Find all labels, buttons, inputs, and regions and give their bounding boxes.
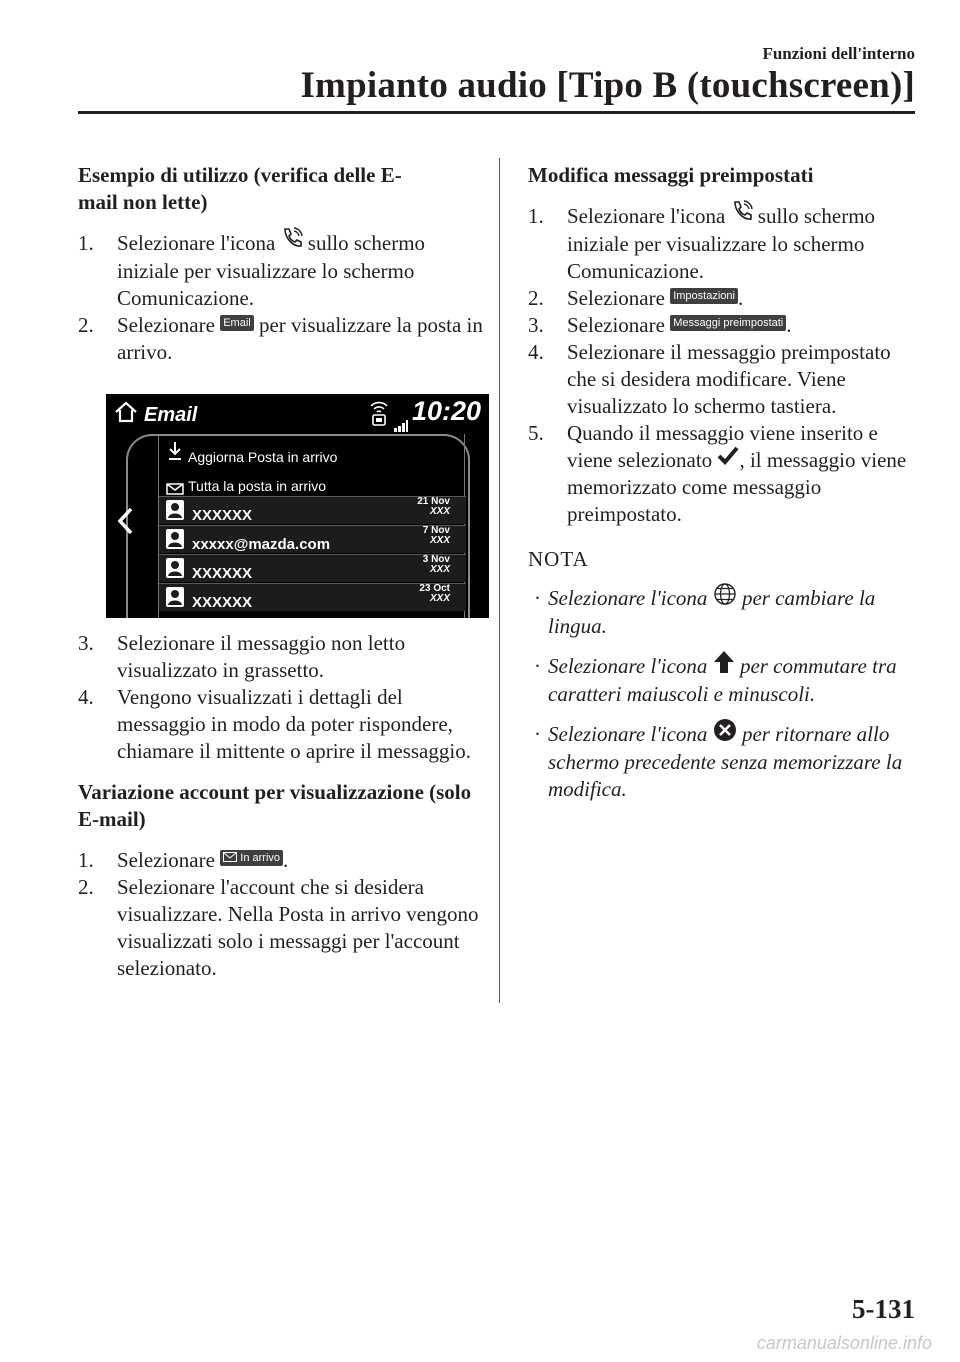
heading-preset-messages: Modifica messaggi preimpostati (528, 163, 814, 187)
step-number: 2. (528, 286, 544, 310)
heading-account-switch: Variazione account per visualizzazione (solo E-mail) (78, 780, 472, 831)
step-1 (78, 230, 483, 312)
bullet-text: per commutare tra caratteri maiuscoli e minuscoli. (548, 654, 897, 706)
left-column (78, 162, 483, 982)
step-text: Quando il messaggio viene inserito e viene selezionato (567, 421, 878, 472)
home-icon[interactable] (114, 401, 138, 430)
all-inbox-label: Tutta la posta in arrivo (188, 478, 326, 494)
bullet-dot: · (534, 586, 541, 610)
step-text: Selezionare (567, 286, 665, 310)
step-text: Selezionare (117, 848, 215, 872)
step-number: 3. (528, 313, 544, 337)
step-number: 1. (78, 231, 94, 255)
step-3 (78, 630, 483, 684)
screen-title: Email (144, 404, 198, 426)
step-number: 3. (78, 631, 94, 655)
step-m3 (528, 312, 918, 339)
message-row[interactable] (159, 496, 466, 524)
bullet-text: Selezionare l'icona (548, 586, 708, 610)
step-text: Selezionare il messaggio preimpostato che si desidera modificare. Viene visualizzato lo schermo tastiera. (567, 340, 891, 418)
page-title: Impianto audio [Tipo B (touchscreen)] (300, 65, 915, 106)
update-inbox-row[interactable] (158, 438, 467, 466)
heading-unread-email: Esempio di utilizzo (verifica delle E-mail non lette) (78, 163, 402, 214)
step-number: 2. (78, 875, 94, 899)
step-text: Selezionare l'icona (117, 231, 276, 255)
settings-button-graphic: Impostazioni (670, 288, 738, 304)
section-label: Funzioni dell'interno (762, 44, 915, 63)
note-bullet-cancel (528, 721, 918, 803)
message-row[interactable] (159, 554, 466, 582)
note-bullet-language (528, 585, 918, 640)
contact-icon (165, 586, 185, 615)
bullet-text: per ritornare allo schermo precedente senza memorizzare la modifica. (548, 722, 903, 801)
bullet-text: Selezionare l'icona (548, 654, 708, 678)
step-text: Selezionare (567, 313, 665, 337)
step-number: 4. (528, 340, 544, 364)
note-heading: NOTA (528, 547, 589, 571)
step-number: 1. (528, 204, 544, 228)
step-m4 (528, 339, 918, 420)
note-bullet-shift (528, 653, 918, 708)
bullet-dot: · (534, 722, 541, 746)
header-rule (78, 111, 915, 114)
step-text: Selezionare l'account che si desidera visualizzare. Nella Posta in arrivo vengono visualizzati solo i messaggi per l'account selezionato. (117, 875, 479, 980)
screen-topbar (106, 394, 489, 428)
footer-watermark: carmanualsonline.info (756, 1333, 932, 1353)
step-number: 2. (78, 313, 94, 337)
step-text: per visualizzare la posta in arrivo. (117, 313, 483, 364)
message-date: 23 Oct XXX (419, 583, 450, 604)
message-date: 7 Nov XXX (422, 525, 450, 546)
message-sender: XXXXXX (192, 594, 253, 611)
download-icon (168, 441, 182, 468)
update-inbox-label: Aggiorna Posta in arrivo (188, 449, 338, 465)
preset-messages-button-graphic: Messaggi preimpostati (670, 315, 786, 331)
step-text: sullo schermo iniziale per visualizzare lo schermo Comunicazione. (117, 231, 426, 310)
step-v2 (78, 874, 483, 982)
step-m1 (528, 203, 918, 285)
contact-icon (165, 557, 185, 586)
step-text: , il messaggio viene memorizzato come messaggio preimpostato. (567, 448, 907, 526)
step-number: 4. (78, 685, 94, 709)
email-button-graphic: Email (220, 315, 254, 331)
globe-icon (713, 582, 737, 613)
message-row[interactable] (159, 525, 466, 553)
screen-clock: 10:20 (411, 396, 481, 426)
wifi-phone-icon (368, 398, 390, 433)
step-text: Selezionare (117, 313, 215, 337)
step-text: . (786, 313, 792, 337)
column-divider (499, 158, 500, 1003)
step-text: sullo schermo iniziale per visualizzare lo schermo Comunicazione. (567, 204, 876, 283)
contact-icon (165, 499, 185, 528)
contact-icon (165, 528, 185, 557)
message-sender: XXXXXX (192, 565, 253, 582)
step-text: Selezionare il messaggio non letto visualizzato in grassetto. (117, 631, 406, 682)
step-number: 1. (78, 848, 94, 872)
communication-icon (731, 200, 753, 231)
checkmark-icon (717, 444, 739, 473)
step-4 (78, 684, 483, 765)
all-inbox-row[interactable] (158, 467, 467, 495)
page-number: 5-131 (852, 1294, 915, 1324)
email-screen (106, 394, 489, 618)
bullet-text: Selezionare l'icona (548, 722, 708, 746)
cancel-icon (713, 718, 737, 749)
inbox-button-graphic: In arrivo (220, 850, 283, 866)
shift-arrow-icon (713, 650, 735, 681)
step-m2 (528, 285, 918, 312)
step-2 (78, 312, 483, 366)
step-v1 (78, 847, 483, 874)
step-text: Selezionare l'icona (567, 204, 726, 228)
step-text: . (737, 286, 744, 310)
message-sender: XXXXXX (192, 507, 253, 524)
bullet-text: per cambiare la lingua. (548, 586, 876, 638)
message-row[interactable] (159, 583, 466, 611)
step-text: . (283, 848, 289, 872)
step-number: 5. (528, 421, 544, 445)
step-m5 (528, 420, 918, 528)
right-column (528, 162, 918, 816)
bullet-dot: · (534, 654, 541, 678)
step-text: Vengono visualizzati i dettagli del messaggio in modo da poter rispondere, chiamare il mittente o aprire il messaggio. (117, 685, 471, 763)
communication-icon (281, 227, 303, 258)
message-sender: xxxxx@mazda.com (192, 536, 331, 553)
message-date: 3 Nov XXX (422, 554, 450, 575)
back-arrow-icon[interactable] (116, 506, 134, 543)
message-date: 21 Nov XXX (417, 496, 450, 517)
